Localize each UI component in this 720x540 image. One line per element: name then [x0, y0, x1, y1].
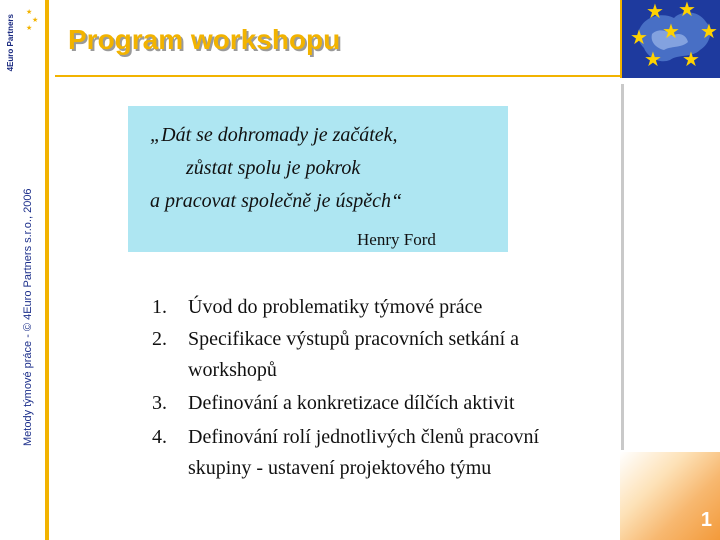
- agenda-number: 3.: [152, 392, 167, 414]
- agenda-text: skupiny - ustavení projektového týmu: [188, 457, 492, 479]
- eu-star-icon: ★: [644, 49, 662, 71]
- eu-star-icon: ★: [678, 0, 696, 21]
- eu-star-icon: ★: [630, 27, 648, 49]
- vertical-divider: [621, 84, 624, 450]
- agenda-text: Definování rolí jednotlivých členů pracovní: [188, 426, 540, 448]
- quote-line-3: a pracovat společně je úspěch“: [150, 190, 403, 212]
- agenda-text: Úvod do problematiky týmové práce: [188, 296, 483, 318]
- quote-author: Henry Ford: [357, 230, 436, 249]
- eu-star-icon: ★: [662, 21, 680, 43]
- slide-title: Program workshopu: [68, 24, 341, 55]
- agenda-text: Definování a konkretizace dílčích aktivit: [188, 392, 515, 414]
- agenda-number: 2.: [152, 328, 167, 350]
- agenda-number: 1.: [152, 296, 167, 318]
- page-number: 1: [700, 509, 712, 531]
- corner-decoration: [620, 452, 720, 540]
- eu-map-image: [620, 0, 720, 78]
- company-logo: [4, 6, 40, 72]
- copyright-side-text: Metody týmové práce - © 4Euro Partners s.r.o., 2006: [22, 188, 34, 446]
- agenda-text: workshopů: [188, 359, 277, 381]
- quote-line-2: zůstat spolu je pokrok: [186, 157, 361, 179]
- quote-line-1: „Dát se dohromady je začátek,: [150, 124, 398, 146]
- agenda-text: Specifikace výstupů pracovních setkání a: [188, 328, 519, 350]
- title-underline: [55, 75, 620, 77]
- logo-star-icon: ★: [32, 17, 39, 24]
- agenda-number: 4.: [152, 426, 167, 448]
- logo-star-icon: ★: [26, 25, 33, 32]
- eu-star-icon: ★: [682, 49, 700, 71]
- left-accent-bar: [45, 0, 49, 540]
- logo-text: 4Euro Partners: [6, 14, 15, 72]
- eu-star-icon: ★: [646, 1, 664, 23]
- eu-star-icon: ★: [700, 21, 718, 43]
- logo-star-icon: ★: [26, 9, 33, 16]
